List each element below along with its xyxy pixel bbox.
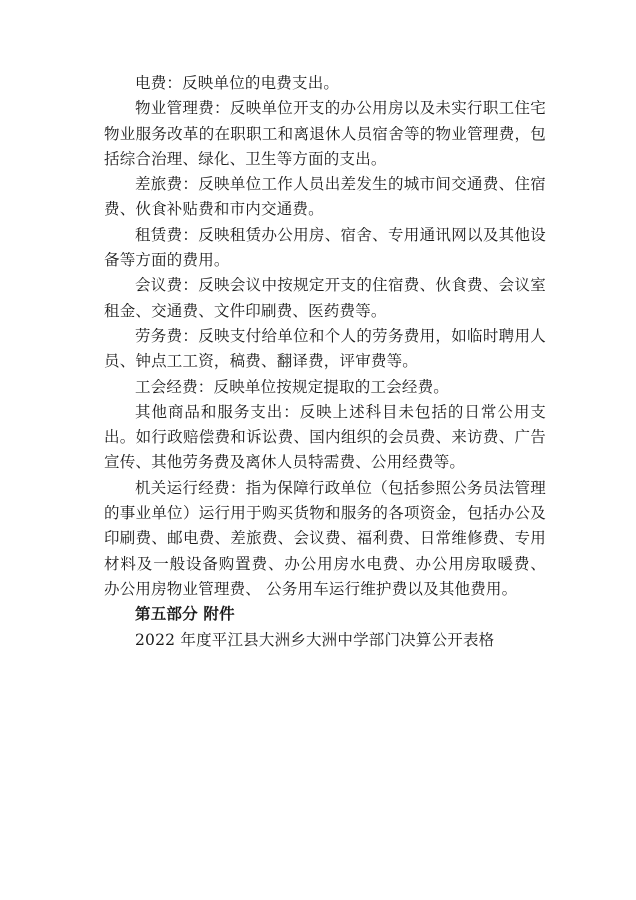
paragraph-travel: 差旅费：反映单位工作人员出差发生的城市间交通费、住宿费、伙食补贴费和市内交通费。 bbox=[104, 175, 546, 219]
paragraph-electricity: 电费：反映单位的电费支出。 bbox=[135, 74, 340, 92]
document-body bbox=[104, 71, 546, 653]
paragraph-labor: 劳务费：反映支付给单位和个人的劳务费用，如临时聘用人员、钟点工工资，稿费、翻译费，评审费等。 bbox=[104, 326, 546, 371]
paragraph-union: 工会经费：反映单位按规定提取的工会经费。 bbox=[135, 377, 450, 396]
paragraph-meeting: 会议费：反映会议中按规定开支的住宿费、伙食费、会议室租金、交通费、文件印刷费、医药费等。 bbox=[104, 276, 546, 320]
attachment-line: 2022 年度平江县大洲乡大洲中学部门决算公开表格 bbox=[135, 630, 495, 649]
paragraph-rental: 租赁费：反映租赁办公用房、宿舍、专用通讯网以及其他设备等方面的费用。 bbox=[104, 225, 546, 270]
paragraph-other-services: 其他商品和服务支出：反映上述科目未包括的日常公用支出。如行政赔偿费和诉讼费、国内组织的会员费、来访费、广告宣传、其他劳务费及离休人员特需费、公用经费等。 bbox=[104, 402, 546, 472]
section-heading: 第五部分 附件 bbox=[135, 605, 235, 624]
paragraph-property-management: 物业管理费：反映单位开支的办公用房以及未实行职工住宅物业服务改革的在职职工和离退休人员宿舍等的物业管理费，包括综合治理、绿化、卫生等方面的支出。 bbox=[104, 99, 546, 168]
paragraph-operating-funds: 机关运行经费：指为保障行政单位（包括参照公务员法管理的事业单位）运行用于购买货物和服务的各项资金，包括办公及印刷费、邮电费、差旅费、会议费、福利费、日常维修费、专用材料及一般设备购置费、办公用房水电费、办公用房取暖费、 办公用房物业管理费、 公务用车运行维护费以及其他费用。 bbox=[104, 478, 546, 598]
